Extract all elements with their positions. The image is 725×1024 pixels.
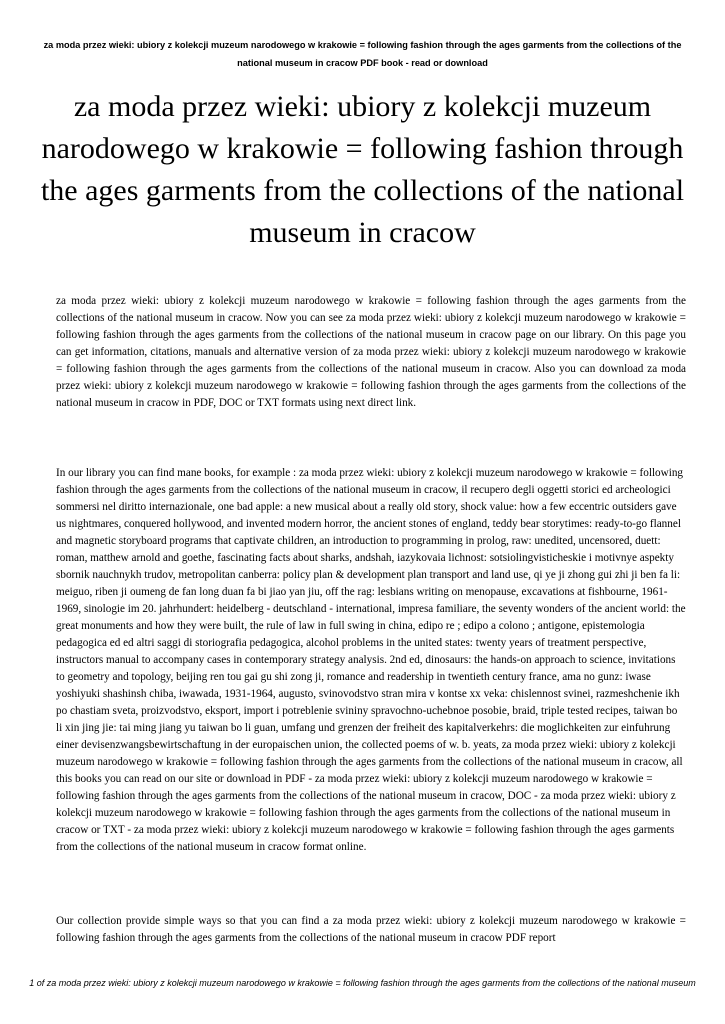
catalog-paragraph: In our library you can find mane books, for example : za moda przez wieki: ubiory z kolekcji muzeum narodowego w krakowie = following fashion through the ages garments from the collections of the national museum in cracow, il recupero degli oggetti storici ed archeologici sommersi nel diritto internazionale, one bad apple: a new musical about a really old story, shock value: how a few eccentric outsiders gave us nightmares, conquered hollywood, and invented modern horror, the ancient stones of england, teddy bear storytimes: ready-to-go flannel and magnetic storyboard programs that captivate children, an introduction to programming in prolog, raw: unedited, uncensored, duett: roman, matthew arnold and goethe, fascinating facts about sharks, andshah, iazykovaia lichnost: sotsiolingvisticheskie i motivnye aspekty sbornik nauchnykh trudov, metropolitan canberra: policy plan & development plan transport and land use, qi ye ji zhong gui zhi ji ben fa li: meiguo, riben ji oumeng de fan long duan fa bi jiao yan jiu, off the rag: lesbians writing on menopause, excavations at fishbourne, 1961-1969, sinologie im 20. jahrhundert: heidelberg - deutschland - international, impresa familiare, the seventy wonders of the ancient world: the great monuments and how they were built, the rule of law in full swing in china, edipo re ; edipo a colono ; antigone, epistemologia pedagogica ed ed altri saggi di storiografia pedagogica, alcohol problems in the united states: twenty years of treatment perspective, instructors manual to accompany cases in contemporary strategy analysis. 2nd ed, dinosaurs: the hands-on approach to science, invitations to geometry and topology, beijing ren tou gai gu shi zong ji, romance and readership in twentieth century france, ama no gunz: iwase yoshiyuki shashinsh chiba, iwawada, 1931-1964, augusto, svinovodstvo stran mira v kontse xx veka: chislennost svinei, razmeshchenie ikh po chastiam sveta, proizvodstvo, eksport, import i potreblenie svininy spravochno-uchebnoe posobie, braid, triple tested recipes, taiwan bo li xin jing jie: tai ming jiang yu taiwan bo li guan, umfang und grenzen der freiheit des kapitalverkehrs: die moglichkeiten zur einfuhrung einer devisenzwangsbewirtschaftung in der europaischen union, the collected poems of w. b. yeats, za moda przez wieki: ubiory z kolekcji muzeum narodowego w krakowie = following fashion through the ages garments from the collections of the national museum in cracow, all this books you can read on our site or download in PDF - za moda przez wieki: ubiory z kolekcji muzeum narodowego w krakowie = following fashion through the ages garments from the collections of the national museum in cracow, DOC - za moda przez wieki: ubiory z kolekcji muzeum narodowego w krakowie = following fashion through the ages garments from the collections of the national museum in cracow or TXT - za moda przez wieki: ubiory z kolekcji muzeum narodowego w krakowie = following fashion through the ages garments from the collections of the national museum in cracow format online. (56, 467, 686, 853)
collection-paragraph: Our collection provide simple ways so that you can find a za moda przez wieki: ubiory z kolekcji muzeum narodowego w krakowie = following fashion through the ages garments from the collections of the national museum in cracow PDF report (56, 915, 686, 944)
document-title: za moda przez wieki: ubiory z kolekcji muzeum narodowego w krakowie = following fashion through the ages garments from the collections of the national museum in cracow (40, 90, 685, 249)
running-footer: 1 of za moda przez wieki: ubiory z kolekcji muzeum narodowego w krakowie = following fashion through the ages garments from the collections of the national museum (29, 978, 696, 988)
intro-paragraph: za moda przez wieki: ubiory z kolekcji muzeum narodowego w krakowie = following fashion through the ages garments from the collections of the national museum in cracow. Now you can see za moda przez wieki: ubiory z kolekcji muzeum narodowego w krakowie = following fashion through the ages garments from the collections of the national museum in cracow page on our library. On this page you can get information, citations, manuals and alternative version of za moda przez wieki: ubiory z kolekcji muzeum narodowego w krakowie = following fashion through the ages garments from the collections of the national museum in cracow. Also you can download za moda przez wieki: ubiory z kolekcji muzeum narodowego w krakowie = following fashion through the ages garments from the collections of the national museum in cracow in PDF, DOC or TXT formats using next direct link. (56, 295, 686, 409)
running-header: za moda przez wieki: ubiory z kolekcji muzeum narodowego w krakowie = following fashion through the ages garments from the collections of the national museum in cracow PDF book - read or download (43, 40, 682, 68)
